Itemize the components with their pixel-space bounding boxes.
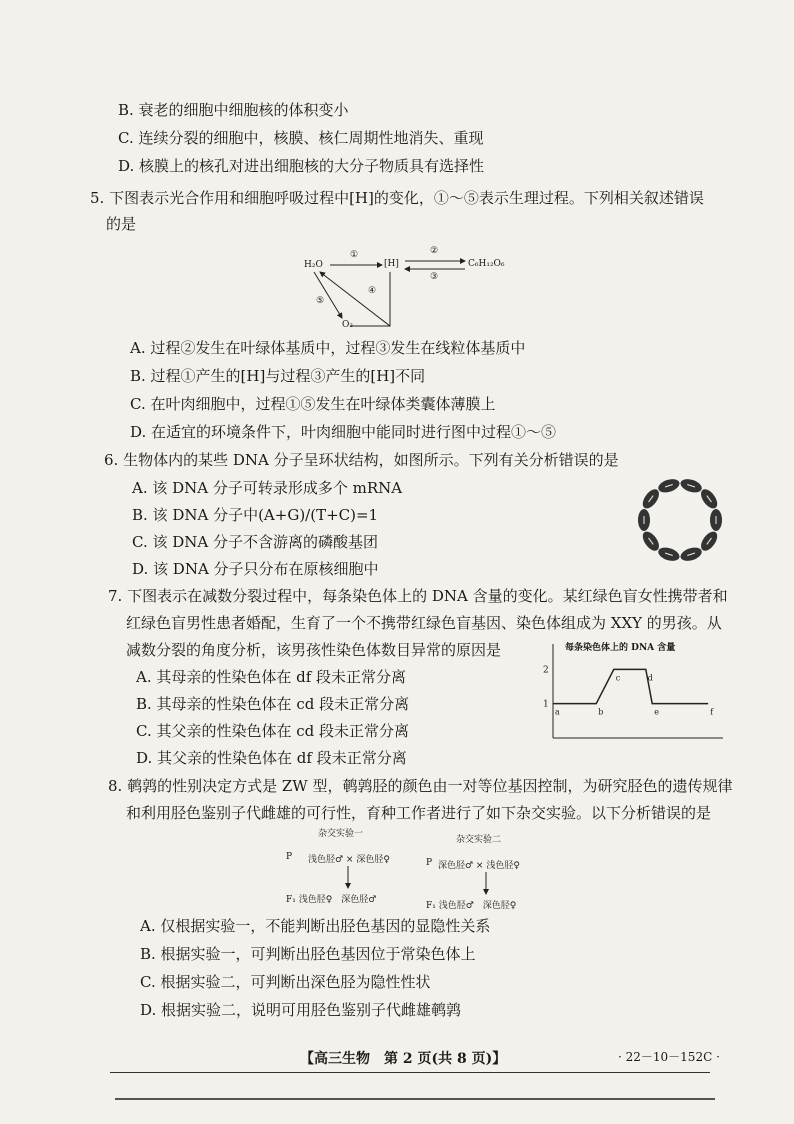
q7-option-b: B. 其母亲的性染色体在 cd 段未正常分离: [136, 695, 410, 713]
q6-option-d: D. 该 DNA 分子只分布在原核细胞中: [132, 560, 379, 578]
footer-rule: [110, 1072, 710, 1073]
q6-option-c: C. 该 DNA 分子不含游离的磷酸基团: [132, 533, 378, 551]
dna-content-line: [553, 669, 708, 703]
q5-option-b: B. 过程①产生的[H]与过程③产生的[H]不同: [130, 367, 426, 385]
label-c6h12o6: C₆H₁₂O₆: [468, 259, 505, 269]
label-n2: ②: [430, 246, 439, 256]
q7-stem-cont1: 红绿色盲男性患者婚配，生育了一个不携带红绿色盲基因、染色体组成为 XXY 的男孩。从: [126, 614, 722, 632]
point-label: a: [555, 707, 560, 717]
q5-stem-cont: 的是: [106, 215, 137, 233]
q4-option-c: C. 连续分裂的细胞中，核膜、核仁周期性地消失、重现: [118, 129, 484, 147]
exp1-parents: 浅色胫♂ × 深色胫♀: [308, 855, 390, 865]
q7-option-c: C. 其父亲的性染色体在 cd 段未正常分离: [136, 722, 410, 740]
chart-title: 每条染色体上的 DNA 含量: [565, 643, 676, 653]
point-label: e: [654, 707, 659, 717]
q5-figure: [290, 240, 530, 335]
label-h: [H]: [384, 259, 399, 269]
y-tick-label: 1: [543, 699, 549, 710]
label-o2: O₂: [342, 320, 353, 330]
q8-option-c: C. 根据实验二，可判断出深色胫为隐性性状: [140, 973, 431, 991]
label-n3: ③: [430, 272, 439, 282]
q7-option-d: D. 其父亲的性染色体在 df 段未正常分离: [136, 749, 407, 767]
exp1-p: P: [286, 852, 293, 862]
point-label: c: [615, 673, 621, 683]
point-label: b: [598, 707, 604, 717]
q4-option-d: D. 核膜上的核孔对进出细胞核的大分子物质具有选择性: [118, 157, 485, 175]
exp1-f1: F₁ 浅色胫♀ 深色胫♂: [286, 895, 377, 905]
q8-option-b: B. 根据实验一，可判断出胫色基因位于常染色体上: [140, 945, 476, 963]
cross-experiment-2: [426, 832, 576, 917]
exp2-parents: 深色胫♂ × 浅色胫♀: [438, 861, 520, 871]
bottom-edge-line: [115, 1098, 715, 1100]
q7-stem-cont2: 减数分裂的角度分析，该男孩性染色体数目异常的原因是: [126, 641, 502, 659]
dna-content-chart: [535, 636, 730, 746]
q8-stem-cont: 和利用胫色鉴别子代雌雄的可行性，育种工作者进行了如下杂交实验。以下分析错误的是: [126, 804, 712, 822]
label-h2o: H₂O: [304, 260, 323, 270]
q5-option-a: A. 过程②发生在叶绿体基质中，过程③发生在线粒体基质中: [130, 339, 526, 357]
arrow-4-path: [350, 272, 390, 326]
circular-dna-svg: [630, 470, 730, 570]
circular-dna-figure: [630, 470, 730, 570]
exp2-f1: F₁ 浅色胫♂ 深色胫♀: [426, 901, 517, 911]
exp2-title: 杂交实验二: [456, 835, 502, 845]
y-tick-label: 2: [543, 665, 549, 676]
q8-stem: 8. 鹌鹑的性别决定方式是 ZW 型，鹌鹑胫的颜色由一对等位基因控制，为研究胫色的遗传规律: [108, 777, 733, 795]
q5-stem: 5. 下图表示光合作用和细胞呼吸过程中[H]的变化，①～⑤表示生理过程。下列相关叙述错误: [90, 189, 704, 207]
q7-stem: 7. 下图表示在减数分裂过程中，每条染色体上的 DNA 含量的变化。某红绿色盲女性携带者和: [108, 587, 728, 605]
q7-option-a: A. 其母亲的性染色体在 df 段未正常分离: [136, 668, 407, 686]
q5-option-c: C. 在叶肉细胞中，过程①⑤发生在叶绿体类囊体薄膜上: [130, 395, 496, 413]
exp2-p: P: [426, 858, 433, 868]
exp1-title: 杂交实验一: [318, 829, 364, 839]
point-label: f: [710, 707, 714, 717]
point-label: d: [647, 673, 653, 683]
q6-stem: 6. 生物体内的某些 DNA 分子呈环状结构，如图所示。下列有关分析错误的是: [104, 451, 619, 469]
label-n4: ④: [368, 286, 377, 296]
footer-page-info: 【高三生物 第 2 页(共 8 页)】: [300, 1051, 507, 1067]
label-n5: ⑤: [316, 296, 325, 306]
q5-diagram-svg: [290, 240, 530, 335]
q6-option-a: A. 该 DNA 分子可转录形成多个 mRNA: [132, 479, 403, 497]
q5-option-d: D. 在适宜的环境条件下，叶肉细胞中能同时进行图中过程①～⑤: [130, 423, 557, 441]
label-n1: ①: [350, 250, 359, 260]
arrow-5: [314, 272, 342, 318]
footer-code: · 22－10－152C ·: [618, 1050, 720, 1064]
q4-option-b: B. 衰老的细胞中细胞核的体积变小: [118, 101, 349, 119]
cross-experiment-1: [282, 826, 432, 911]
q8-option-d: D. 根据实验二，说明可用胫色鉴别子代雌雄鹌鹑: [140, 1001, 462, 1019]
q6-option-b: B. 该 DNA 分子中(A+G)/(T+C)=1: [132, 506, 379, 524]
q8-option-a: A. 仅根据实验一，不能判断出胫色基因的显隐性关系: [140, 917, 491, 935]
